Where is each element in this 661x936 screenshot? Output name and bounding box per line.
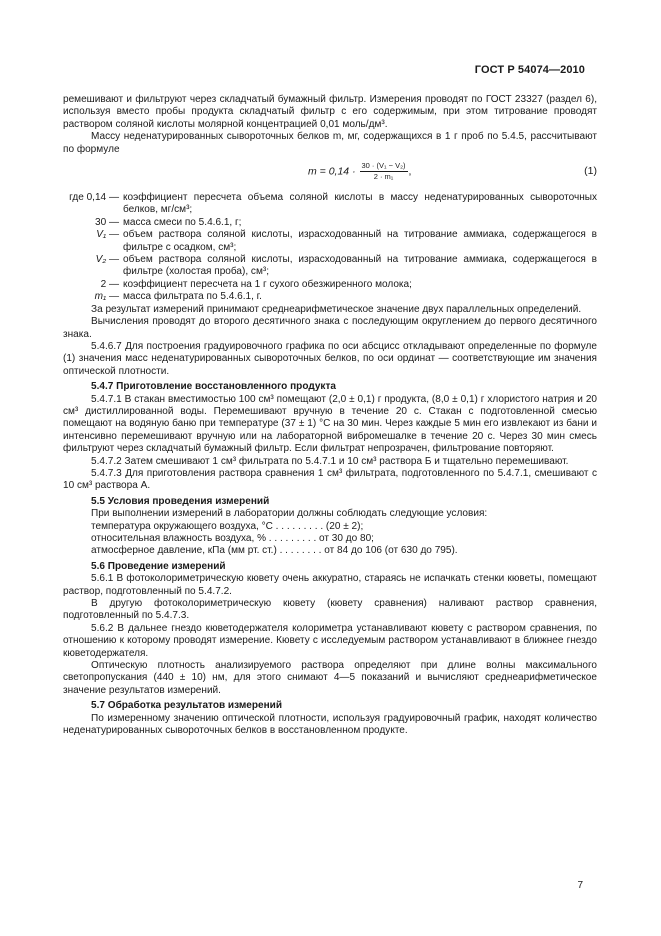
definition-symbol-text: 0,14 — — [86, 192, 119, 204]
paragraph-5-4-7-3: 5.4.7.3 Для приготовления раствора сравнения 1 см³ фильтрата, подготовленного по 5.4.7.1, смешивают с 10 см³ раствора А. — [63, 467, 597, 492]
formula-number: (1) — [584, 165, 597, 178]
definition-item — [63, 192, 597, 217]
paragraph-5-6-2: 5.6.2 В дальнее гнездо кюветодержателя колориметра устанавливают кювету с раствором сравнения, по отношению к которому проводят измерение. Кювету с исследуемым раствором устанавливают в ближнее гнездо кюветодержателя. — [63, 622, 597, 659]
definition-symbol-text: m₁ — — [94, 291, 119, 303]
heading-5-5: 5.5 Условия проведения измерений — [91, 495, 270, 507]
definition-item — [63, 291, 597, 303]
definition-text: масса фильтрата по 5.4.6.1, г. — [123, 291, 262, 303]
formula-lhs: m = 0,14 · — [308, 165, 356, 178]
heading-5-6: 5.6 Проведение измерений — [91, 560, 226, 572]
definition-symbol-text: V₁ — — [96, 229, 119, 241]
paragraph-5-5: При выполнении измерений в лаборатории должны соблюдать следующие условия: — [91, 508, 488, 520]
paragraph-calc: Вычисления проводят до второго десятичного знака с последующим округлением до первого десятичного знака. — [63, 316, 597, 340]
condition-item: атмосферное давление, кПа (мм рт. ст.) . . . . . . . . от 84 до 106 (от 630 до 795). — [91, 545, 458, 557]
paragraph-5-4-7-1: 5.4.7.1 В стакан вместимостью 100 см³ помещают (2,0 ± 0,1) г продукта, (8,0 ± 0,1) г хлористого натрия и 20 см³ дистиллированной воды. Перемешивают вручную в течение 20 с. Стакан с подготовленной смесью помещают на водяную баню при температуре (37 ± 1) °С на 30 мин. Через каждые 5 мин его извлекают из бани и интенсивно перемешивают вручную или на лабораторной вибромешалке в течение 20 с. Через 30 мин смесь фильтруют через складчатый бумажный фильтр. Если фильтрат непрозрачен, фильтрование повторяют. — [63, 393, 597, 455]
definition-symbol — [63, 254, 119, 279]
formula-expression — [308, 161, 411, 182]
document-body — [63, 94, 597, 738]
document-header: ГОСТ Р 54074—2010 — [474, 64, 585, 76]
formula-1 — [63, 158, 597, 190]
condition-item: температура окружающего воздуха, °С . . . . . . . . . (20 ± 2); — [91, 520, 364, 532]
definition-text: коэффициент пересчета на 1 г сухого обезжиренного молока; — [123, 278, 412, 290]
paragraph-5-6-2-b: Оптическую плотность анализируемого раствора определяют при длине волны максимального светопропускания (440 ± 10) нм, для этого снимают 4—5 показаний и вычисляют среднеарифметическое значение результатов измерений. — [63, 660, 597, 696]
heading-5-4-7: 5.4.7 Приготовление восстановленного продукта — [91, 381, 336, 393]
formula-tail: , — [408, 165, 412, 178]
definition-symbol: 2 — — [100, 278, 119, 290]
paragraph-result: За результат измерений принимают среднеарифметическое значение двух параллельных определений. — [91, 303, 582, 315]
paragraph-5-4-6-7: 5.4.6.7 Для построения градуировочного графика по оси абсцисс откладывают определенные по формуле (1) значения масс неденатурированных сывороточных белков, по оси ординат — соответствующие им значения оптической плотности. — [63, 340, 597, 377]
definition-prefix: где — [69, 192, 84, 204]
formula-denominator: 2 · m₁ — [373, 172, 394, 182]
definition-text: объем раствора соляной кислоты, израсходованный на титрование аммиака, содержащегося в фильтре (холостая проба), см³; — [123, 254, 597, 278]
paragraph-5-4-7-2: 5.4.7.2 Затем смешивают 1 см³ фильтрата по 5.4.7.1 и 10 см³ раствора Б и тщательно перемешивают. — [91, 455, 569, 467]
paragraph-intro: ремешивают и фильтруют через складчатый бумажный фильтр. Измерения проводят по ГОСТ 23327 (раздел 6), используя вместо пробы продукта складчатый фильтр с его содержимым, при этом титрование проводят раствором соляной кислоты молярной концентрацией 0,01 моль/дм³. — [63, 94, 597, 130]
definition-text: объем раствора соляной кислоты, израсходованный на титрование аммиака, содержащегося в фильтре с осадком, см³; — [123, 229, 597, 253]
formula-fraction — [360, 161, 408, 182]
definition-item — [63, 217, 597, 229]
conditions-list — [63, 521, 597, 558]
page-number: 7 — [577, 880, 583, 891]
definition-text: коэффициент пересчета объема соляной кислоты в массу неденатурированных сывороточных белков, мг/см³; — [123, 192, 597, 216]
definition-item — [63, 254, 597, 279]
definition-symbol — [63, 229, 119, 254]
definition-text: масса смеси по 5.4.6.1, г; — [123, 216, 242, 228]
condition-item: относительная влажность воздуха, % . . . . . . . . . от 30 до 80; — [91, 533, 374, 544]
heading-5-7: 5.7 Обработка результатов измерений — [91, 700, 283, 712]
paragraph-5-6-1: 5.6.1 В фотоколориметрическую кювету очень аккуратно, стараясь не испачкать стенки кюветы, помещают раствор, подготовленный по 5.4.7.2. — [63, 573, 597, 597]
paragraph-5-7: По измеренному значению оптической плотности, используя градуировочный график, находят количество неденатурированных сывороточных белков в восстановленном продукте. — [63, 712, 597, 737]
definition-symbol — [63, 192, 119, 217]
definition-symbol — [63, 291, 119, 303]
definition-item — [63, 229, 597, 254]
definition-symbol-text: V₂ — — [95, 254, 119, 266]
definitions-list — [63, 192, 597, 304]
definition-item — [63, 279, 597, 291]
paragraph-mass: Массу неденатурированных сывороточных белков m, мг, содержащихся в 1 г проб по 5.4.5, рассчитывают по формуле — [63, 131, 597, 155]
definition-symbol: 30 — — [94, 216, 119, 228]
paragraph-5-6-1-b: В другую фотоколориметрическую кювету (кювету сравнения) наливают раствор сравнения, подготовленный по 5.4.7.3. — [63, 598, 597, 622]
formula-numerator: 30 · (V₁ − V₂) — [361, 161, 406, 171]
